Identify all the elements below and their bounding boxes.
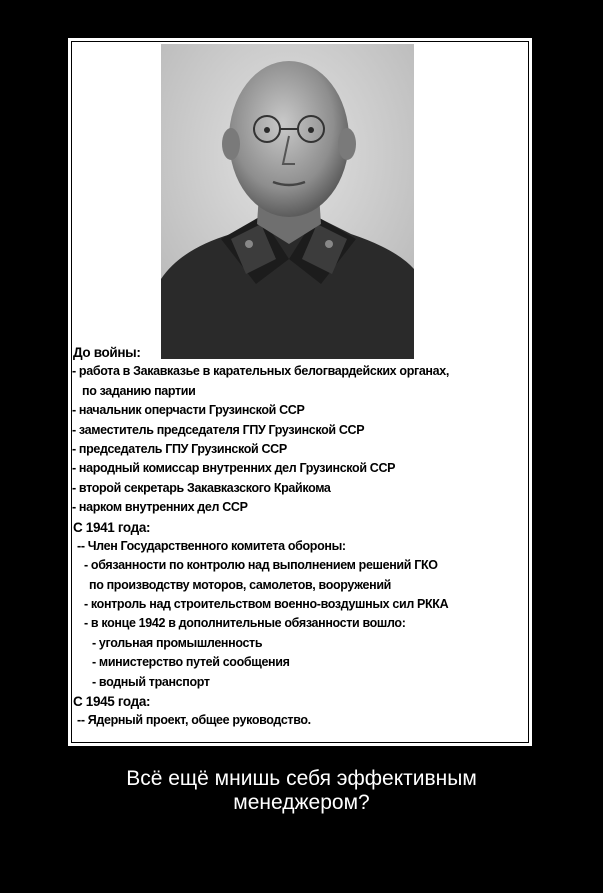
caption-line-1: Всё ещё мнишь себя эффективным: [126, 767, 477, 790]
biography-text: [72, 343, 528, 731]
section-heading-1945: С 1945 года:: [73, 694, 151, 710]
portrait-illustration: [161, 44, 414, 359]
list-item: - народный комиссар внутренних дел Грузинской ССР: [72, 461, 396, 476]
caption-line-2: менеджером?: [233, 791, 370, 814]
list-item: по производству моторов, самолетов, вооружений: [89, 577, 391, 592]
list-item: - в конце 1942 в дополнительные обязанности вошло:: [84, 616, 406, 631]
list-item: - второй секретарь Закавказского Крайкома: [72, 480, 331, 495]
list-item: - водный транспорт: [92, 674, 210, 689]
list-item: - нарком внутренних дел ССР: [72, 500, 248, 515]
list-item: -- Ядерный проект, общее руководство.: [77, 713, 311, 728]
section-heading-1941: С 1941 года:: [73, 519, 151, 535]
list-item: - контроль над строительством военно-воздушных сил РККА: [84, 597, 449, 612]
list-item: - угольная промышленность: [92, 635, 263, 650]
list-item: по заданию партии: [82, 383, 196, 398]
portrait-photo: [161, 44, 414, 359]
list-item: - обязанности по контролю над выполнением решений ГКО: [84, 558, 438, 573]
list-item: - начальник оперчасти Грузинской ССР: [72, 403, 305, 418]
poster-caption: [0, 767, 603, 815]
list-item: - работа в Закавказье в карательных белогвардейских органах,: [72, 364, 449, 379]
list-item: -- Член Государственного комитета обороны:: [77, 538, 346, 553]
list-item: - председатель ГПУ Грузинской ССР: [72, 441, 287, 456]
list-item: - заместитель председателя ГПУ Грузинской ССР: [72, 422, 365, 437]
section-heading-prewar: До войны:: [73, 345, 141, 360]
list-item: - министерство путей сообщения: [92, 655, 290, 670]
